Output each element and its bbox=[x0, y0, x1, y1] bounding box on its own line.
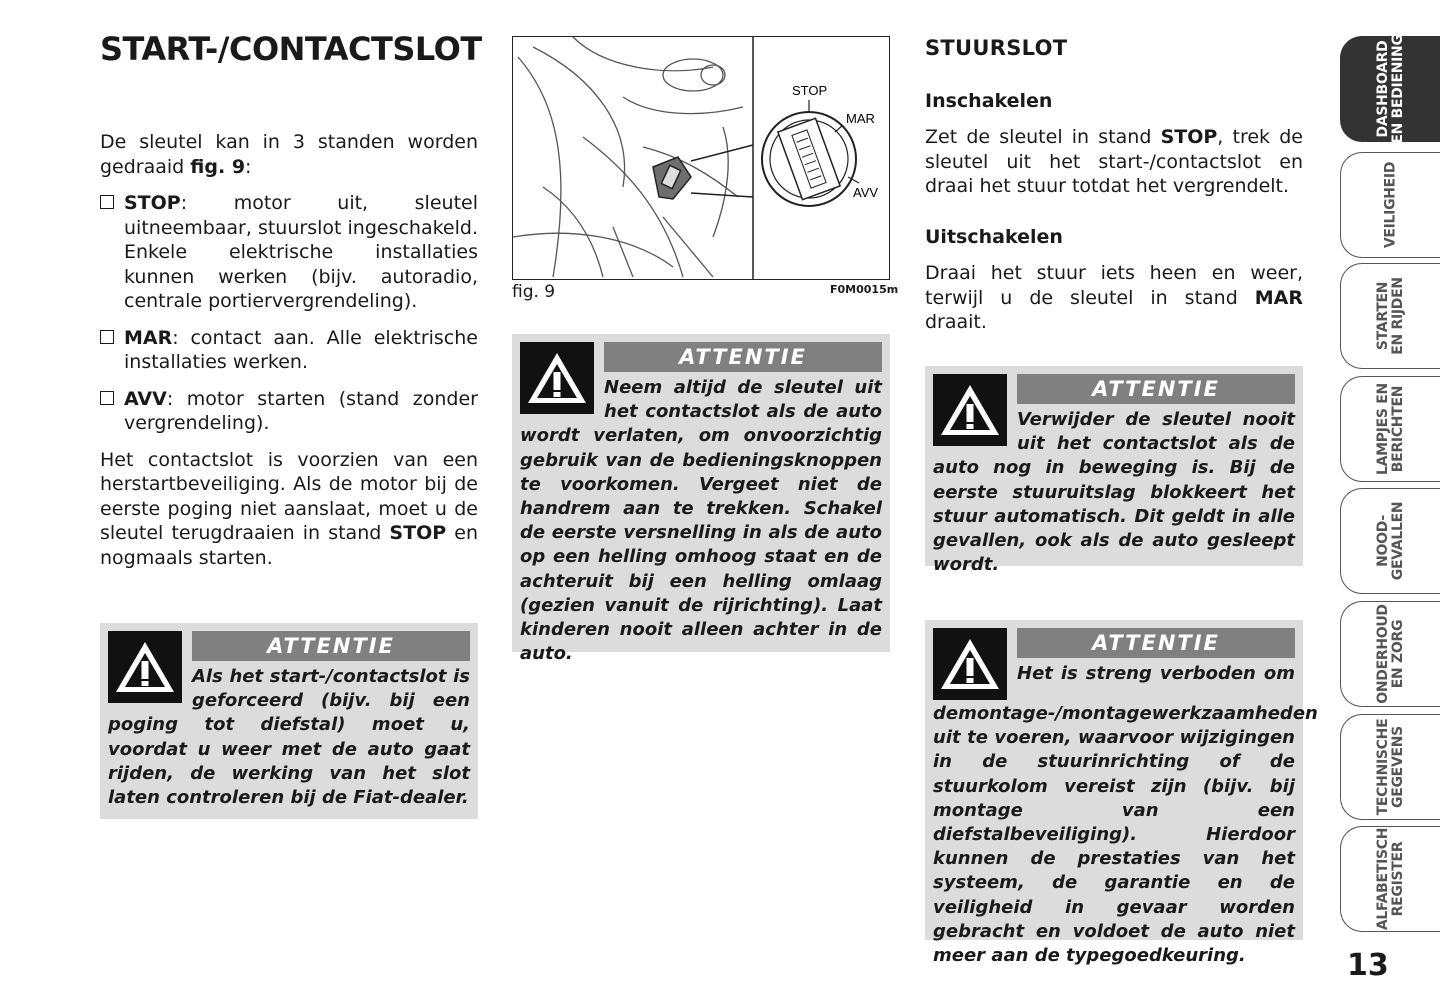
warning-text: Als het start-/contactslot is geforceerd (bijv. bij een poging tot diefstal) moet u, voordat u weer met de auto gaat rijden, de werking van het slot laten controleren bij de Fiat-dealer. bbox=[108, 666, 470, 809]
inschakelen-heading: Inschakelen bbox=[925, 89, 1053, 112]
tab-label: NOOD- GEVALLEN bbox=[1374, 501, 1406, 581]
uitschakelen-paragraph bbox=[925, 261, 1303, 335]
warning-text: Het is streng verboden om demontage-/montagewerkzaamheden uit te voeren, waarvoor wijzigingen in de stuurinrichting of de stuurkolom vereist zijn (bijv. bij montage van een diefstalbeveiliging). Hierdoor kunnen de prestaties van het systeem, de garantie en de veiligheid in gevaar worden gebracht en voldoet de auto niet meer aan de typegoedkeuring. bbox=[933, 663, 1318, 967]
figure-caption: fig. 9 bbox=[512, 282, 556, 302]
tab-label: VEILIGHEID bbox=[1382, 161, 1398, 249]
warning-triangle-icon bbox=[933, 374, 1007, 446]
tab-noodgevallen[interactable] bbox=[1340, 488, 1440, 594]
inschakelen-text: Zet de sleutel in stand bbox=[925, 126, 1161, 148]
ignition-illustration bbox=[513, 37, 889, 279]
warning-triangle-icon bbox=[108, 631, 182, 703]
bullet-text: : motor uit, sleutel uitneembaar, stuurslot ingeschakeld. Enkele elektrische installaties kunnen werken (bijv. autoradio, centrale portiervergrendeling). bbox=[124, 192, 478, 312]
warning-title: ATTENTIE bbox=[1017, 628, 1295, 658]
uitschakelen-text-after: draait. bbox=[925, 311, 987, 333]
bullet-key: STOP bbox=[124, 192, 181, 214]
tab-label: DASHBOARD EN BEDIENING bbox=[1374, 34, 1406, 144]
ignition-figure bbox=[512, 36, 890, 280]
warning-triangle-icon bbox=[520, 342, 594, 414]
tab-label: LAMPJES EN BERICHTEN bbox=[1374, 383, 1406, 475]
bullet-text: : motor starten (stand zonder vergrendeling). bbox=[124, 387, 478, 434]
page-title: START-/CONTACTSLOT bbox=[100, 30, 482, 68]
uitschakelen-key: MAR bbox=[1254, 286, 1303, 309]
figure-ref[interactable]: fig. 9 bbox=[190, 155, 246, 178]
restart-key: STOP bbox=[389, 522, 447, 544]
tab-starten-en-rijden[interactable] bbox=[1340, 263, 1440, 369]
bullet-text: : contact aan. Alle elektrische installaties werken. bbox=[124, 326, 478, 373]
tab-dashboard-en-bediening[interactable] bbox=[1340, 36, 1440, 142]
warning-text: Neem altijd de sleutel uit het contactslot als de auto wordt verlaten, om onvoorzichtig gebruik van de bedieningsknoppen te voorkomen. Vergeet niet de handrem aan te trekken. Schakel de eerste versnelling in als de auto op een helling omhoog staat en de achteruit bij een helling omlaag (gezien vanuit de rijrichting). Laat kinderen nooit alleen achter in de auto. bbox=[520, 377, 882, 665]
inschakelen-key: STOP bbox=[1160, 126, 1218, 148]
warning-box-3 bbox=[925, 366, 1303, 576]
bullet-key: AVV bbox=[124, 387, 167, 410]
position-avv-label: AVV bbox=[853, 185, 879, 200]
warning-box-4 bbox=[925, 620, 1318, 967]
stuurslot-heading: STUURSLOT bbox=[925, 36, 1068, 60]
tab-lampjes-en-berichten[interactable] bbox=[1340, 376, 1440, 482]
tab-label: ONDERHOUD EN ZORG bbox=[1374, 604, 1406, 704]
checkbox-square-icon bbox=[100, 391, 114, 405]
position-mar-label: MAR bbox=[846, 111, 875, 126]
column-right bbox=[925, 36, 1303, 361]
bullet-avv bbox=[100, 387, 478, 436]
warning-box-2 bbox=[512, 334, 890, 665]
tab-onderhoud-en-zorg[interactable] bbox=[1340, 601, 1440, 707]
restart-paragraph bbox=[100, 448, 478, 571]
column-left bbox=[100, 130, 478, 582]
position-stop-label: STOP bbox=[792, 83, 828, 98]
bullet-stop bbox=[100, 191, 478, 314]
inschakelen-paragraph bbox=[925, 125, 1303, 199]
tab-technische-gegevens[interactable] bbox=[1340, 714, 1440, 820]
restart-text: Het contactslot is voorzien van een herstartbeveiliging. Als de motor bij de eerste poging niet aanslaat, moet u de sleutel terugdraaien in stand bbox=[100, 448, 478, 544]
warning-triangle-icon bbox=[933, 628, 1007, 700]
checkbox-square-icon bbox=[100, 330, 114, 344]
restart-after: en nogmaals starten. bbox=[100, 522, 478, 569]
warning-box-1 bbox=[100, 623, 478, 819]
bullet-key: MAR bbox=[124, 326, 173, 349]
tab-label: TECHNISCHE GEGEVENS bbox=[1374, 718, 1406, 816]
uitschakelen-heading: Uitschakelen bbox=[925, 225, 1063, 248]
warning-text: Verwijder de sleutel nooit uit het contactslot als de auto nog in beweging is. Bij de eerste stuuruitslag blokkeert het stuur automatisch. Dit geldt in alle gevallen, ook als de auto gesleept wordt. bbox=[933, 409, 1295, 576]
tab-alfabetisch-register[interactable] bbox=[1340, 826, 1440, 932]
figure-code: F0M0015m bbox=[830, 283, 899, 296]
tab-veiligheid[interactable] bbox=[1340, 152, 1440, 258]
bullet-mar bbox=[100, 326, 478, 375]
intro-paragraph bbox=[100, 130, 478, 179]
intro-text: De sleutel kan in 3 standen worden gedraaid bbox=[100, 131, 478, 178]
tab-label: ALFABETISCH REGISTER bbox=[1374, 827, 1406, 931]
warning-title: ATTENTIE bbox=[1017, 374, 1295, 404]
inschakelen-text-after: , trek de sleutel uit het start-/contactslot en draai het stuur totdat het vergrendelt. bbox=[925, 126, 1303, 197]
warning-title: ATTENTIE bbox=[192, 631, 470, 661]
checkbox-square-icon bbox=[100, 195, 114, 209]
warning-title: ATTENTIE bbox=[604, 342, 882, 372]
tab-label: STARTEN EN RIJDEN bbox=[1374, 277, 1406, 355]
uitschakelen-text: Draai het stuur iets heen en weer, terwijl u de sleutel in stand bbox=[925, 262, 1303, 309]
page-number: 13 bbox=[1347, 948, 1389, 983]
intro-after: : bbox=[245, 155, 252, 178]
